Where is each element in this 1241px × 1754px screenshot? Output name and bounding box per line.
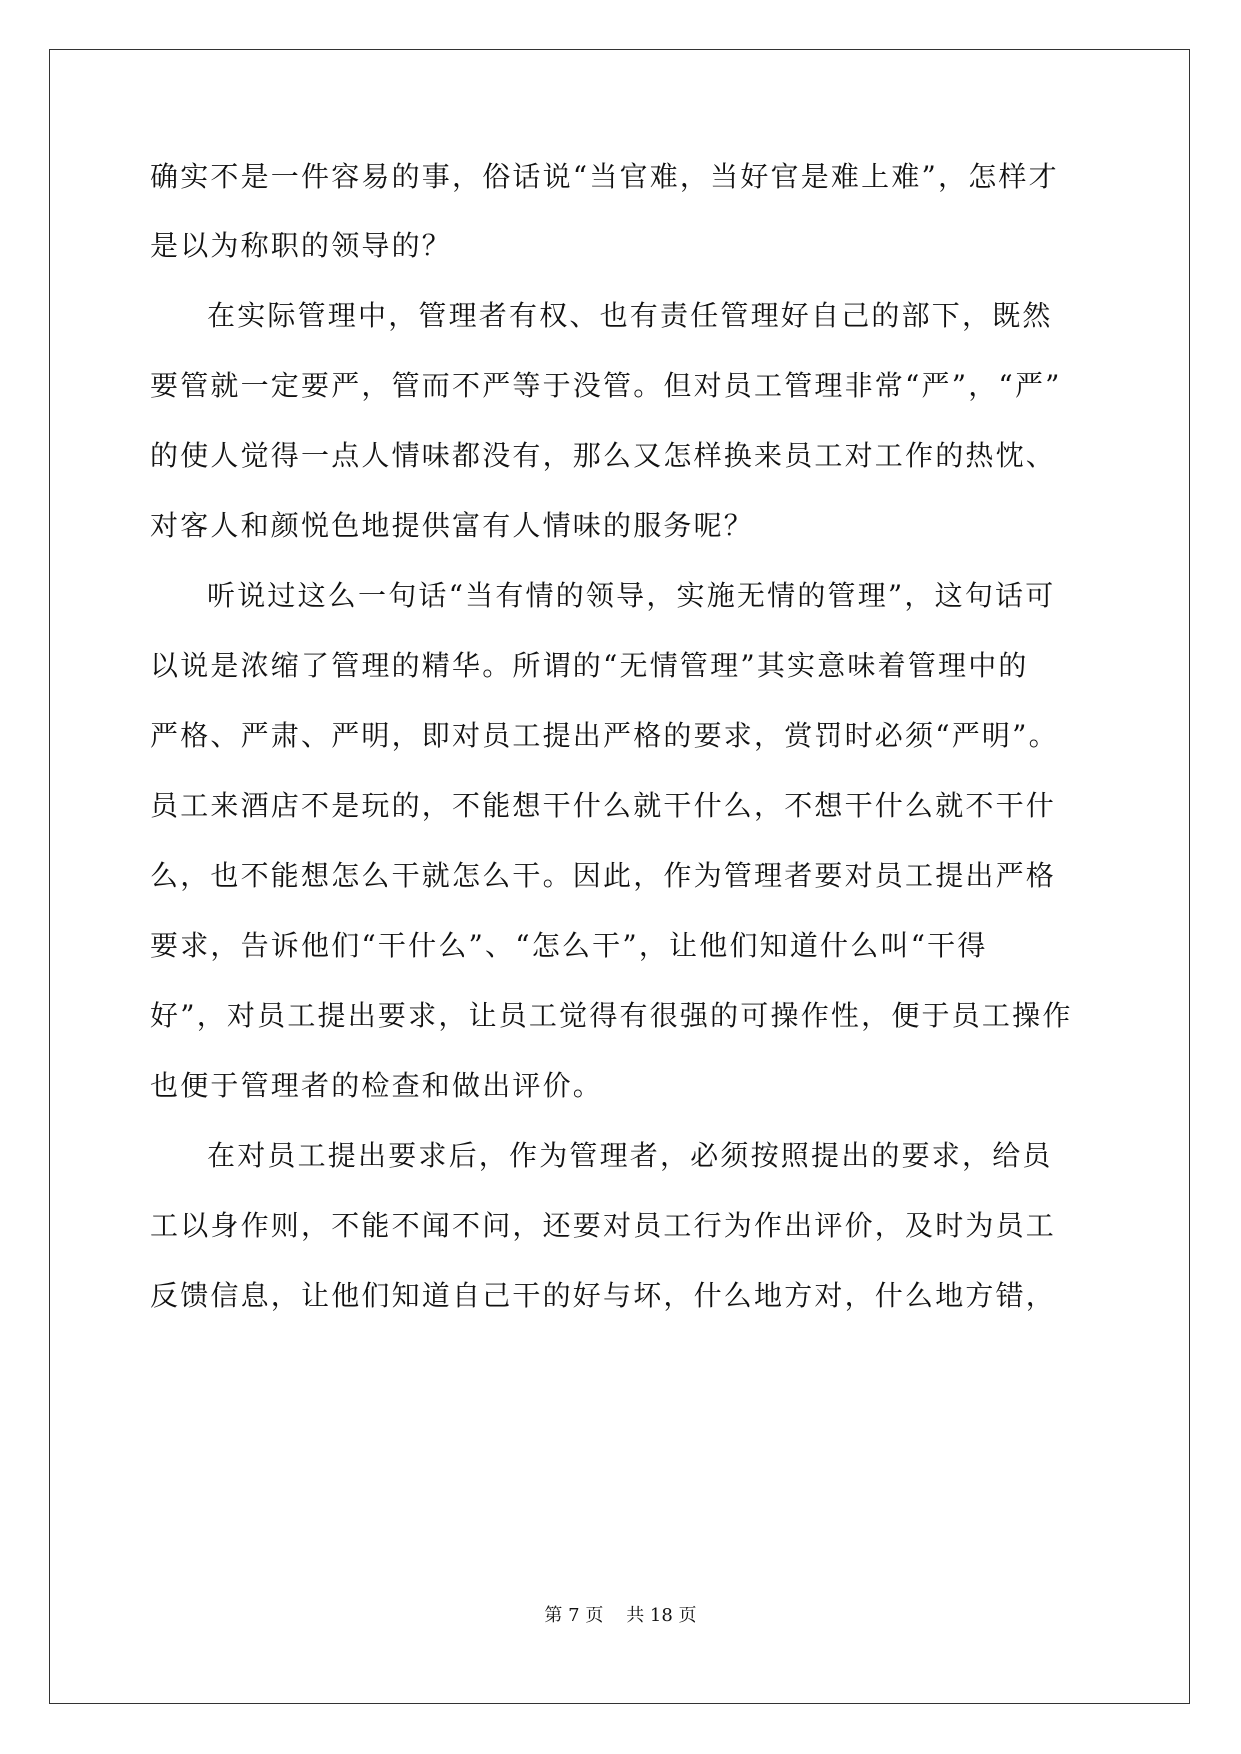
text-line: 在实际管理中，管理者有权、也有责任管理好自己的部下，既然: [207, 299, 1053, 332]
text-line: 么，也不能想怎么干就怎么干。因此，作为管理者要对员工提出严格: [150, 859, 1057, 892]
text-line: 在对员工提出要求后，作为管理者，必须按照提出的要求，给员: [207, 1139, 1053, 1172]
text-line: 听说过这么一句话“当有情的领导，实施无情的管理”，这句话可: [207, 579, 1056, 612]
text-line: 要求，告诉他们“干什么”、“怎么干”，让他们知道什么叫“干得: [150, 929, 988, 962]
text-line: 是以为称职的领导的？: [150, 229, 453, 262]
text-line: 好”，对员工提出要求，让员工觉得有很强的可操作性，便于员工操作: [150, 999, 1073, 1032]
text-line: 员工来酒店不是玩的，不能想干什么就干什么，不想干什么就不干什: [150, 789, 1057, 822]
text-line: 对客人和颜悦色地提供富有人情味的服务呢？: [150, 509, 755, 542]
text-line: 的使人觉得一点人情味都没有，那么又怎样换来员工对工作的热忱、: [150, 439, 1057, 472]
text-line: 要管就一定要严，管而不严等于没管。但对员工管理非常“严”，“严”: [150, 369, 1062, 402]
text-line: 确实不是一件容易的事，俗话说“当官难，当好官是难上难”，怎样才: [150, 160, 1059, 193]
text-line: 工以身作则，不能不闻不问，还要对员工行为作出评价，及时为员工: [150, 1209, 1057, 1242]
text-line: 以说是浓缩了管理的精华。所谓的“无情管理”其实意味着管理中的: [150, 649, 1029, 682]
page-number-footer: 第 7 页 共 18 页: [544, 1605, 697, 1626]
text-line: 严格、严肃、严明，即对员工提出严格的要求，赏罚时必须“严明”。: [150, 719, 1059, 752]
text-line: 也便于管理者的检查和做出评价。: [150, 1069, 604, 1102]
text-line: 反馈信息，让他们知道自己干的好与坏，什么地方对，什么地方错，: [150, 1279, 1057, 1312]
